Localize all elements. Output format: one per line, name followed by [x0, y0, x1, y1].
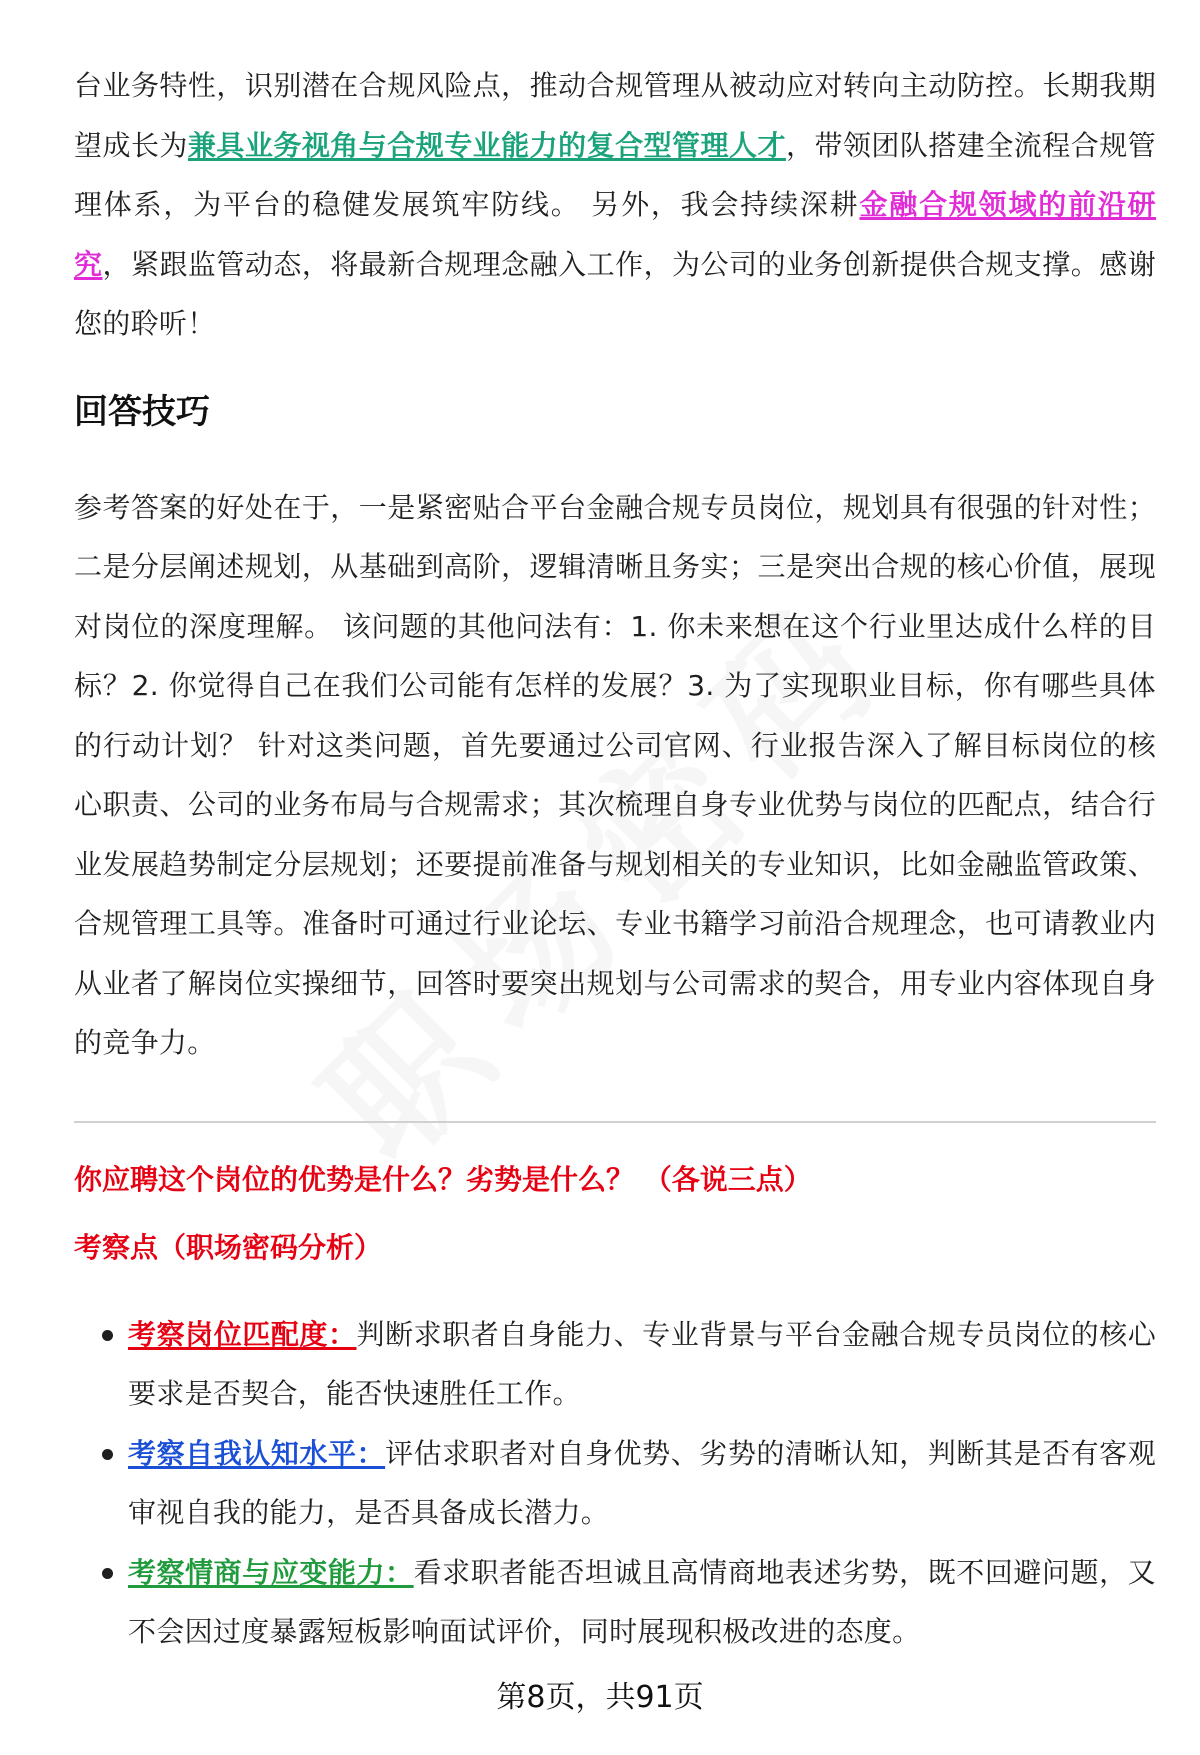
- bullet-icon: [102, 1449, 113, 1460]
- assessment-point-label: 考察情商与应变能力：: [128, 1555, 414, 1589]
- tips-section-title: 回答技巧: [74, 391, 210, 432]
- assessment-point: [128, 1543, 1156, 1662]
- intro-text-3: ，紧跟监管动态，将最新合规理念融入工作，为公司的业务创新提供合规支撑。感谢您的聆听！: [74, 247, 1156, 340]
- assessment-point: [128, 1305, 1156, 1424]
- page-content: [74, 56, 1156, 1662]
- assessment-point-text: 评估求职者对自身优势、劣势的清晰认知，判断其是否有客观审视自我的能力，是否具备成长潜力。: [128, 1436, 1157, 1529]
- assessment-point-text: 看求职者能否坦诚且高情商地表述劣势，既不回避问题，又不会因过度暴露短板影响面试评价，同时展现积极改进的态度。: [128, 1555, 1156, 1648]
- bullet-icon: [102, 1330, 113, 1341]
- intro-paragraph: [74, 56, 1156, 354]
- assessment-subheading: 考察点（职场密码分析）: [74, 1230, 383, 1264]
- assessment-point-label: 考察自我认知水平：: [128, 1436, 386, 1470]
- intro-highlight-research: 金融合规领域的前沿研究: [74, 188, 1156, 281]
- section-divider: [74, 1121, 1156, 1123]
- intro-text-2: ，带领团队搭建全流程合规管理体系，为平台的稳健发展筑牢防线。 另外，我会持续深耕: [74, 128, 1157, 221]
- question-heading: 你应聘这个岗位的优势是什么？劣势是什么？ （各说三点）: [74, 1162, 812, 1196]
- bullet-icon: [102, 1568, 113, 1579]
- page-indicator: 第8页，共91页: [496, 1680, 704, 1715]
- tips-body: 参考答案的好处在于，一是紧密贴合平台金融合规专员岗位，规划具有很强的针对性；二是分层阐述规划，从基础到高阶，逻辑清晰且务实；三是突出合规的核心价值，展现对岗位的深度理解。 该问题的其他问法有：1. 你未来想在这个行业里达成什么样的目标？2. 你觉得自己在我们公司能有怎样的发展？3. 为了实现职业目标，你有哪些具体的行动计划？ 针对这类问题，首先要通过公司官网、行业报告深入了解目标岗位的核心职责、公司的业务布局与合规需求；其次梳理自身专业优势与岗位的匹配点，结合行业发展趋势制定分层规划；还要提前准备与规划相关的专业知识，比如金融监管政策、合规管理工具等。准备时可通过行业论坛、专业书籍学习前沿合规理念，也可请教业内从业者了解岗位实操细节，回答时要突出规划与公司需求的契合，用专业内容体现自身的竞争力。: [74, 490, 1156, 1059]
- assessment-point-label: 考察岗位匹配度：: [128, 1317, 357, 1351]
- assessment-point-text: 判断求职者自身能力、专业背景与平台金融合规专员岗位的核心要求是否契合，能否快速胜任工作。: [128, 1317, 1157, 1410]
- assessment-point: [128, 1424, 1156, 1543]
- intro-highlight-career-goal: 兼具业务视角与合规专业能力的复合型管理人才: [187, 128, 786, 162]
- intro-text-1: 台业务特性，识别潜在合规风险点，推动合规管理从被动应对转向主动防控。长期我期望成长为: [74, 69, 1156, 162]
- assessment-points-list: [74, 1305, 1156, 1662]
